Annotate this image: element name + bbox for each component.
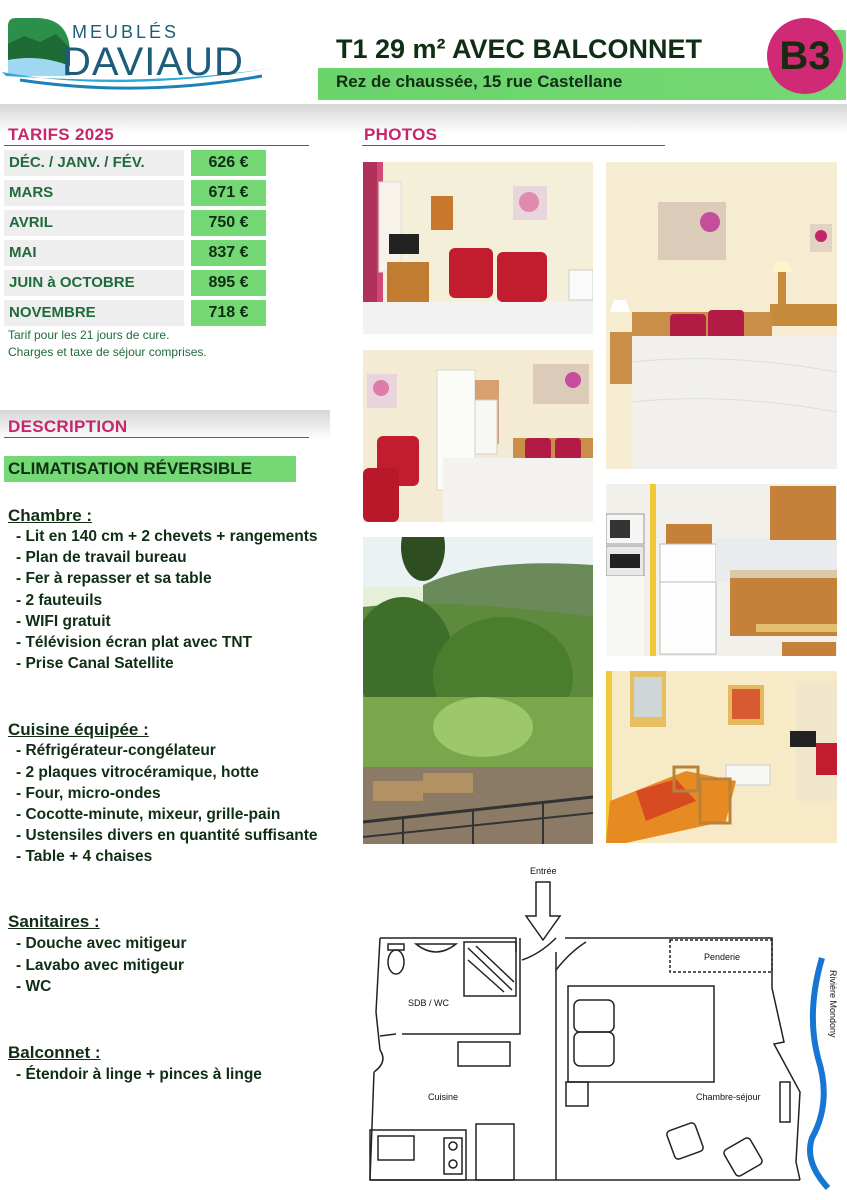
photo-living-room bbox=[363, 162, 593, 334]
tarif-label: MARS bbox=[4, 180, 184, 206]
photo-kitchen bbox=[606, 484, 837, 656]
list-item: - Cocotte-minute, mixeur, grille-pain bbox=[16, 806, 281, 823]
tarif-price: 895 € bbox=[191, 270, 266, 296]
tarif-price: 750 € bbox=[191, 210, 266, 236]
description-title: DESCRIPTION bbox=[8, 417, 128, 436]
tarif-label: MAI bbox=[4, 240, 184, 266]
list-item: - 2 plaques vitrocéramique, hotte bbox=[16, 764, 259, 781]
brand-name: DAVIAUD bbox=[62, 40, 244, 84]
tarif-row bbox=[4, 180, 266, 206]
list-item: - WIFI gratuit bbox=[16, 613, 111, 630]
list-item: - 2 fauteuils bbox=[16, 592, 103, 609]
tarif-row bbox=[4, 240, 266, 266]
list-item: - Plan de travail bureau bbox=[16, 549, 187, 566]
plan-label-penderie: Penderie bbox=[704, 952, 741, 962]
photo-room-door bbox=[363, 350, 593, 522]
list-item: - Four, micro-ondes bbox=[16, 785, 161, 802]
plan-label-cuisine: Cuisine bbox=[428, 1092, 459, 1102]
page-title: T1 29 m² AVEC BALCONNET bbox=[336, 34, 703, 64]
tarif-label: DÉC. / JANV. / FÉV. bbox=[4, 150, 184, 176]
list-item: - Ustensiles divers en quantité suffisante bbox=[16, 827, 318, 844]
list-item: - Table + 4 chaises bbox=[16, 848, 153, 865]
photo-balcony-view bbox=[363, 537, 593, 844]
tarif-price: 837 € bbox=[191, 240, 266, 266]
unit-badge: B3 bbox=[767, 18, 843, 94]
photo-bedroom bbox=[606, 162, 837, 469]
list-item: - Prise Canal Satellite bbox=[16, 655, 174, 672]
group-heading-chambre: Chambre : bbox=[8, 506, 93, 525]
group-heading-sanitaires: Sanitaires : bbox=[8, 912, 100, 931]
list-item: - Douche avec mitigeur bbox=[16, 935, 187, 952]
photos-underline bbox=[362, 145, 665, 146]
tarif-label: JUIN à OCTOBRE bbox=[4, 270, 184, 296]
climatisation-badge: CLIMATISATION RÉVERSIBLE bbox=[4, 456, 296, 482]
tarifs-underline bbox=[4, 145, 309, 146]
tarif-label: AVRIL bbox=[4, 210, 184, 236]
tarif-price: 671 € bbox=[191, 180, 266, 206]
tarif-row bbox=[4, 270, 266, 296]
list-item: - Étendoir à linge + pinces à linge bbox=[16, 1066, 262, 1083]
list-item: - WC bbox=[16, 978, 52, 995]
floor-plan bbox=[360, 862, 847, 1200]
list-item: - Télévision écran plat avec TNT bbox=[16, 634, 253, 651]
tarif-row bbox=[4, 150, 266, 176]
tarif-label: NOVEMBRE bbox=[4, 300, 184, 326]
tarif-price: 718 € bbox=[191, 300, 266, 326]
tarif-note: Tarif pour les 21 jours de cure. bbox=[8, 328, 170, 342]
page-subtitle: Rez de chaussée, 15 rue Castellane bbox=[336, 72, 623, 91]
photos-title: PHOTOS bbox=[364, 125, 438, 144]
group-heading-cuisine: Cuisine équipée : bbox=[8, 720, 149, 739]
tarif-row bbox=[4, 210, 266, 236]
list-item: - Fer à repasser et sa table bbox=[16, 570, 212, 587]
plan-label-riviere: Rivière Mondony bbox=[828, 970, 838, 1038]
tarif-row bbox=[4, 300, 266, 326]
photo-dining-area bbox=[606, 671, 837, 843]
plan-label-entree: Entrée bbox=[530, 866, 557, 876]
brand-logo bbox=[0, 14, 275, 94]
group-heading-balconnet: Balconnet : bbox=[8, 1043, 101, 1062]
list-item: - Lavabo avec mitigeur bbox=[16, 957, 184, 974]
plan-label-sdb: SDB / WC bbox=[408, 998, 450, 1008]
plan-label-chambre: Chambre-séjour bbox=[696, 1092, 761, 1102]
tarifs-title: TARIFS 2025 bbox=[8, 125, 114, 144]
brand-top: MEUBLÉS bbox=[72, 22, 180, 42]
description-underline bbox=[4, 437, 309, 438]
tarif-note: Charges et taxe de séjour comprises. bbox=[8, 345, 207, 359]
list-item: - Réfrigérateur-congélateur bbox=[16, 742, 216, 759]
list-item: - Lit en 140 cm + 2 chevets + rangements bbox=[16, 528, 318, 545]
tarif-price: 626 € bbox=[191, 150, 266, 176]
